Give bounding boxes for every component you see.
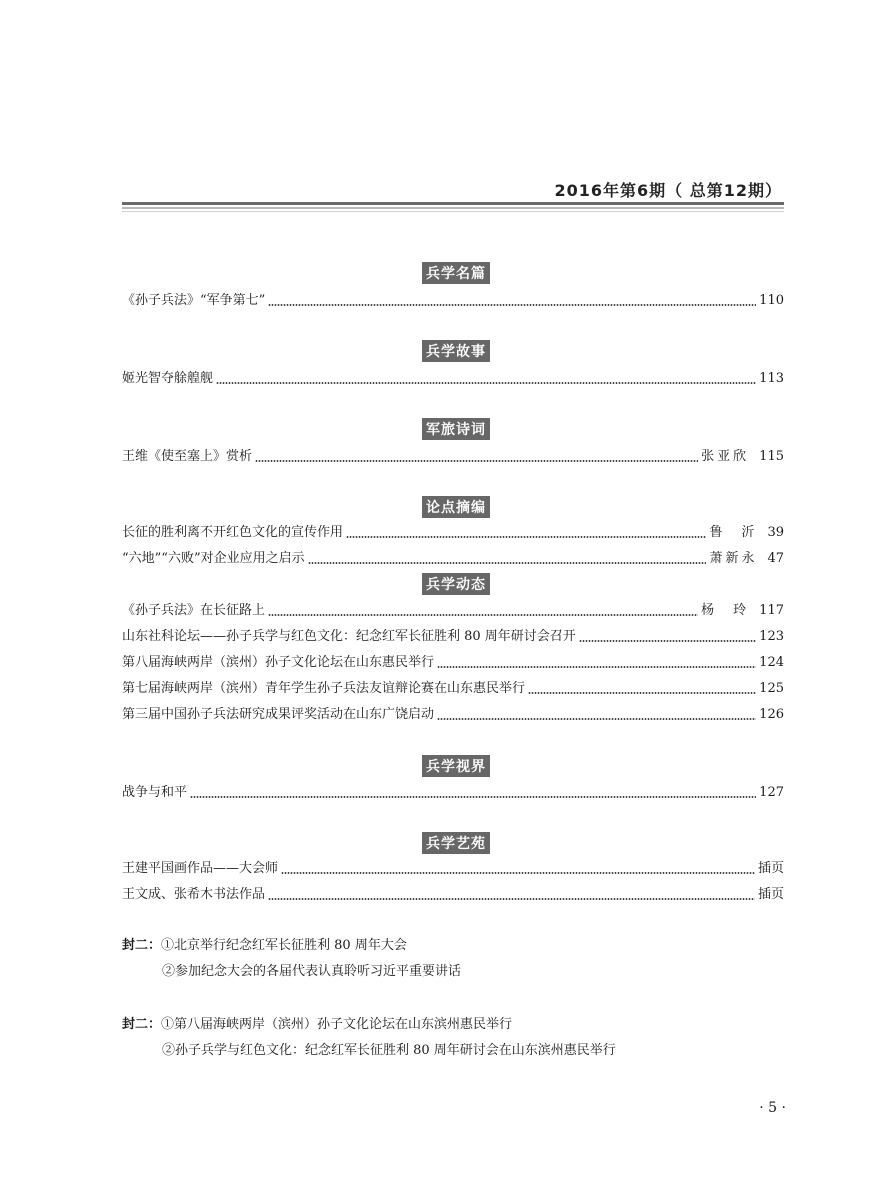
dot-leader — [216, 382, 756, 384]
section-header-junlv-shici: 军旅诗词 — [422, 418, 490, 440]
entry-author: 杨 玲 — [701, 603, 750, 618]
entry-author: 鲁 沂 — [709, 525, 758, 540]
entry-page: 47 — [767, 551, 784, 566]
entry-page: 插页 — [757, 887, 784, 902]
dot-leader — [579, 640, 756, 642]
entry-page: 123 — [759, 629, 784, 644]
cover-note-2 — [122, 1016, 512, 1034]
section-header-bingxue-yiyuan: 兵学艺苑 — [422, 832, 490, 854]
dot-leader — [308, 562, 707, 564]
toc-entry[interactable] — [122, 370, 784, 388]
header-rule-thin — [122, 211, 784, 212]
section-header-bingxue-dongtai: 兵学动态 — [422, 573, 490, 595]
dot-leader — [190, 796, 756, 798]
toc-entry[interactable] — [122, 680, 784, 698]
entry-author: 张亚欣 — [701, 449, 750, 464]
entry-page: 插页 — [757, 861, 784, 876]
cover-note-1-line2: ②参加纪念大会的各届代表认真聆听习近平重要讲话 — [162, 964, 462, 979]
entry-page: 125 — [759, 681, 784, 696]
entry-title: 《孙子兵法》在长征路上 — [122, 603, 266, 618]
entry-page: 124 — [759, 655, 784, 670]
cover-label: 封二： — [122, 938, 162, 953]
entry-title: 第三届中国孙子兵法研究成果评奖活动在山东广饶启动 — [122, 707, 435, 722]
entry-page: 115 — [759, 449, 784, 464]
toc-entry[interactable] — [122, 550, 784, 568]
entry-title: 战争与和平 — [122, 785, 188, 800]
header-rule-thick — [122, 202, 784, 205]
dot-leader — [437, 718, 756, 720]
toc-entry[interactable] — [122, 602, 784, 620]
dot-leader — [268, 614, 698, 616]
page-number: · 5 · — [759, 1100, 786, 1116]
section-header-bingxue-mingpian: 兵学名篇 — [422, 262, 490, 284]
entry-title: 王建平国画作品——大会师 — [122, 861, 279, 876]
cover-line: ①北京举行纪念红军长征胜利 80 周年大会 — [161, 938, 407, 953]
entry-page: 117 — [759, 603, 784, 618]
cover-line: ①第八届海峡两岸（滨州）孙子文化论坛在山东滨州惠民举行 — [161, 1017, 513, 1032]
toc-entry[interactable] — [122, 524, 784, 542]
entry-page: 127 — [759, 785, 784, 800]
entry-page: 39 — [767, 525, 784, 540]
entry-page: 126 — [759, 707, 784, 722]
entry-title: 山东社科论坛——孙子兵学与红色文化：纪念红军长征胜利 80 周年研讨会召开 — [122, 629, 576, 644]
dot-leader — [255, 460, 698, 462]
toc-entry[interactable] — [122, 448, 784, 466]
dot-leader — [437, 666, 756, 668]
entry-title: 第八届海峡两岸（滨州）孙子文化论坛在山东惠民举行 — [122, 655, 435, 670]
toc-entry[interactable] — [122, 292, 784, 310]
entry-author: 萧新永 — [709, 551, 758, 566]
toc-entry[interactable] — [122, 784, 784, 802]
entry-title: “六地”“六败”对企业应用之启示 — [122, 551, 305, 566]
toc-entry[interactable] — [122, 860, 784, 878]
section-header-bingxue-shijie: 兵学视界 — [422, 755, 490, 777]
entry-page: 113 — [759, 371, 784, 386]
cover-note-2-line2: ②孙子兵学与红色文化：纪念红军长征胜利 80 周年研讨会在山东滨州惠民举行 — [162, 1043, 616, 1058]
cover-note-1 — [122, 937, 407, 955]
toc-entry[interactable] — [122, 886, 784, 904]
dot-leader — [346, 536, 706, 538]
toc-entry[interactable] — [122, 654, 784, 672]
entry-title: 姬光智夺艅艎舰 — [122, 371, 214, 386]
entry-page: 110 — [759, 293, 784, 308]
entry-title: 长征的胜利离不开红色文化的宣传作用 — [122, 525, 344, 540]
section-header-lundian-zhaibian: 论点摘编 — [422, 496, 490, 518]
entry-title: 《孙子兵法》“军争第七” — [122, 293, 266, 308]
entry-title: 第七届海峡两岸（滨州）青年学生孙子兵法友谊辩论赛在山东惠民举行 — [122, 681, 526, 696]
dot-leader — [268, 898, 755, 900]
dot-leader — [268, 304, 756, 306]
cover-label: 封二： — [122, 1017, 162, 1032]
header-rule-mid — [122, 207, 784, 209]
dot-leader — [281, 872, 755, 874]
toc-entry[interactable] — [122, 706, 784, 724]
section-header-bingxue-gushi: 兵学故事 — [422, 340, 490, 362]
issue-info: 2016年第6期（ 总第12期） — [554, 181, 782, 200]
dot-leader — [528, 692, 756, 694]
entry-title: 王文成、张希木书法作品 — [122, 887, 266, 902]
toc-entry[interactable] — [122, 628, 784, 646]
entry-title: 王维《使至塞上》赏析 — [122, 449, 253, 464]
